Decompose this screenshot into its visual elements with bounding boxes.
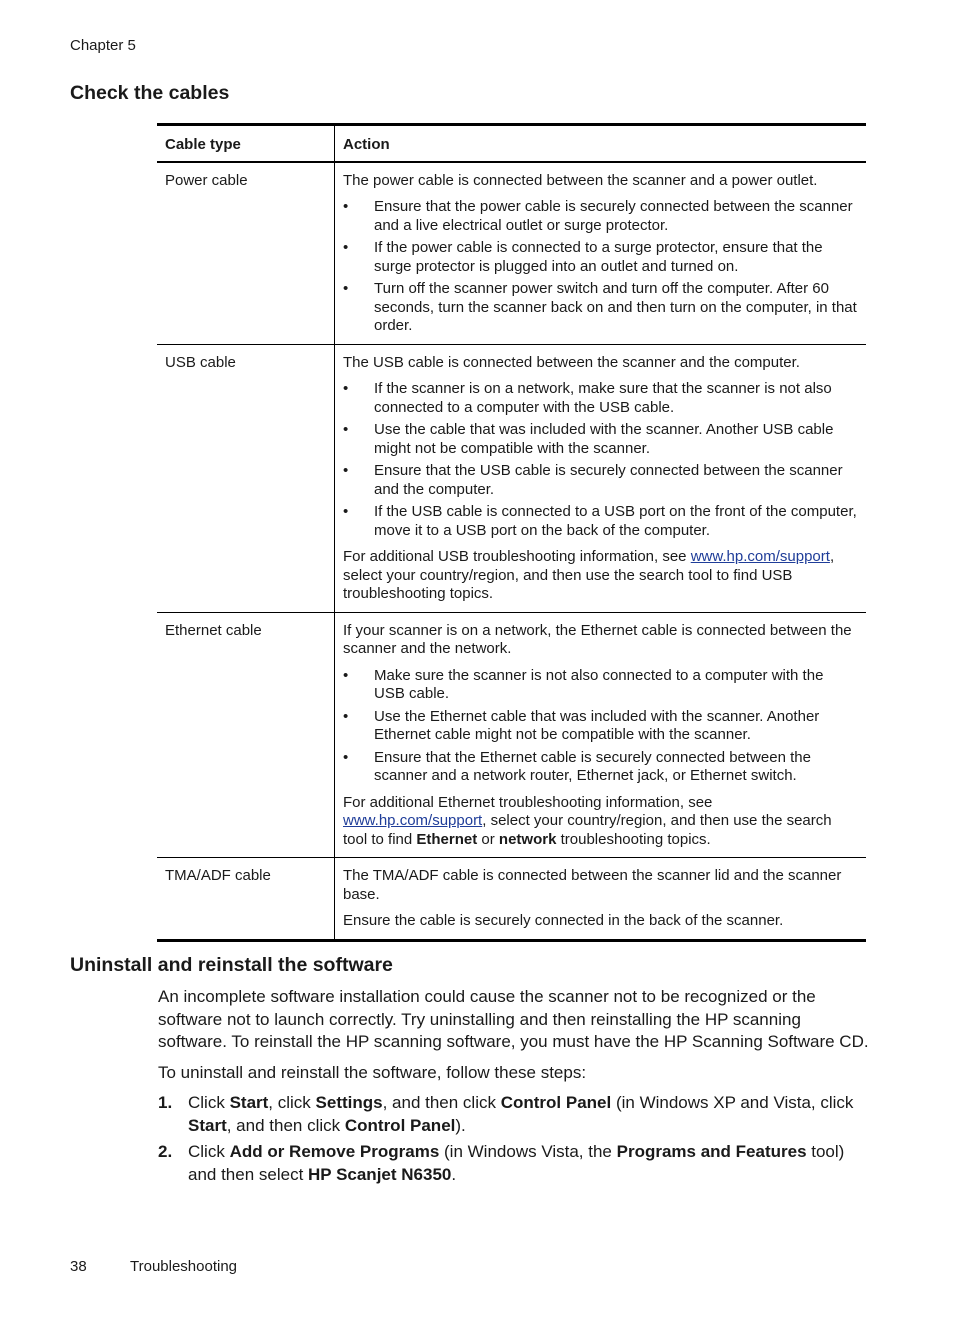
step-bold: Control Panel: [344, 1115, 456, 1135]
usb-note: [343, 548, 858, 604]
bullet-icon: •: [343, 748, 349, 766]
action-intro: The TMA/ADF cable is connected between the scanner lid and the scanner base.: [343, 867, 842, 903]
action-cell: [335, 858, 867, 941]
cable-type-cell: TMA/ADF cable: [157, 858, 335, 941]
step-item: [158, 1092, 870, 1137]
bullet-icon: •: [343, 380, 349, 397]
step-item: [158, 1141, 870, 1186]
paragraph: An incomplete software installation could cause the scanner not to be recognized or the software not to launch correctly. Try uninstalling and then reinstalling the HP scanning software. To reinstall the HP scanning software, you must have the HP Scanning Software CD.: [158, 987, 869, 1051]
chapter-header: Chapter 5: [70, 37, 136, 54]
list-item-text: Use the Ethernet cable that was included with the scanner. Another Ethernet cable might not be compatible with the scanner.: [374, 707, 820, 743]
step-text: (in Windows XP and Vista, click: [611, 1093, 854, 1112]
page-number: 38: [70, 1258, 87, 1275]
step-text: (in Windows Vista, the: [439, 1142, 617, 1161]
bullet-icon: •: [343, 421, 349, 438]
step-bold: Programs and Features: [616, 1142, 807, 1161]
table-row-power: [157, 162, 866, 345]
section-title-uninstall: Uninstall and reinstall the software: [70, 954, 393, 976]
action-extra: Ensure the cable is securely connected in the back of the scanner.: [343, 912, 784, 929]
list-item-text: Make sure the scanner is not also connected to a computer with the USB cable.: [374, 666, 824, 702]
step-bold: HP Scanjet N6350: [308, 1164, 452, 1184]
section-title-check-cables: Check the cables: [70, 82, 230, 104]
step-text: ).: [455, 1115, 466, 1135]
action-cell: [335, 612, 867, 858]
note-mid: , select your country/region, and then use the search tool to find: [343, 812, 832, 848]
action-cell: [335, 344, 867, 612]
note-bold-ethernet: Ethernet: [416, 830, 478, 848]
cable-type-cell: Power cable: [157, 162, 335, 345]
table-row-tma-adf: [157, 858, 866, 941]
note-prefix: For additional Ethernet troubleshooting information, see: [343, 793, 713, 811]
bullet-icon: •: [343, 707, 349, 725]
step-bold: Start: [188, 1115, 227, 1135]
step-number: 2.: [158, 1142, 173, 1161]
bullet-icon: •: [343, 462, 349, 479]
step-bold: Add or Remove Programs: [229, 1142, 440, 1161]
bullet-list: [343, 198, 858, 336]
list-item-text: Ensure that the power cable is securely connected between the scanner and a live electrical outlet or surge protector.: [374, 198, 853, 234]
step-text: Click: [188, 1142, 230, 1161]
list-item: [343, 503, 858, 540]
step-text: , and then click: [226, 1115, 345, 1135]
step-bold: Start: [229, 1093, 269, 1112]
bullet-icon: •: [343, 503, 349, 520]
note-bold-network: network: [498, 830, 557, 848]
steps-list: [158, 1092, 870, 1186]
note-prefix: For additional USB troubleshooting information, see: [343, 548, 691, 565]
column-header-cable-type: Cable type: [157, 125, 335, 162]
list-item: [343, 421, 858, 458]
table-row-ethernet: [157, 612, 866, 858]
note-suffix: troubleshooting topics.: [556, 830, 711, 848]
bullet-list: [343, 380, 858, 540]
list-item: [343, 239, 858, 276]
list-item: [343, 749, 858, 786]
paragraph: To uninstall and reinstall the software, follow these steps:: [158, 1062, 587, 1082]
bullet-list: [343, 667, 858, 786]
step-bold: Control Panel: [500, 1093, 612, 1112]
footer-section: Troubleshooting: [130, 1258, 238, 1275]
step-text: , and then click: [382, 1093, 501, 1112]
bullet-icon: •: [343, 280, 349, 297]
list-item-text: If the USB cable is connected to a USB port on the front of the computer, move it to a USB port on the back of the computer.: [374, 503, 857, 539]
bullet-icon: •: [343, 198, 349, 215]
step-bold: Settings: [315, 1093, 383, 1112]
list-item-text: Ensure that the Ethernet cable is securely connected between the scanner and a network router, Ethernet jack, or Ethernet switch.: [374, 748, 811, 784]
list-item-text: Ensure that the USB cable is securely connected between the scanner and the computer.: [374, 462, 843, 498]
list-item: [343, 280, 858, 336]
action-cell: [335, 162, 867, 345]
note-suffix: , select your country/region, and then use the search tool to find USB troubleshooting topics.: [343, 548, 835, 602]
cable-type-cell: USB cable: [157, 344, 335, 612]
hp-support-link[interactable]: www.hp.com/support: [343, 812, 483, 829]
list-item: [343, 462, 858, 499]
uninstall-section-body: [158, 986, 870, 1190]
action-intro: The USB cable is connected between the scanner and the computer.: [343, 353, 800, 371]
step-text: .: [451, 1164, 457, 1184]
column-header-action: Action: [335, 125, 867, 162]
list-item-text: Turn off the scanner power switch and turn off the computer. After 60 seconds, turn the scanner back on and then turn on the computer, in that order.: [374, 280, 857, 334]
step-text: , click: [268, 1093, 316, 1112]
cable-type-cell: Ethernet cable: [157, 612, 335, 858]
step-text: Click: [188, 1093, 230, 1112]
ethernet-note: [343, 794, 858, 850]
bullet-icon: •: [343, 239, 349, 256]
hp-support-link[interactable]: www.hp.com/support: [690, 548, 830, 565]
table-row-usb: [157, 344, 866, 612]
action-intro: If your scanner is on a network, the Ethernet cable is connected between the scanner and the network.: [343, 621, 852, 657]
list-item-text: If the scanner is on a network, make sure that the scanner is not also connected to a computer with the USB cable.: [374, 380, 832, 416]
step-number: 1.: [158, 1093, 173, 1112]
step-text: tool) and then select: [188, 1142, 845, 1184]
list-item-text: Use the cable that was included with the scanner. Another USB cable might not be compatible with the scanner.: [374, 421, 834, 457]
bullet-icon: •: [343, 666, 349, 684]
table-header-row: [157, 125, 866, 162]
list-item: [343, 380, 858, 417]
list-item-text: If the power cable is connected to a surge protector, ensure that the surge protector is plugged into an outlet and turned on.: [374, 239, 823, 275]
list-item: [343, 667, 858, 704]
cables-table: [157, 123, 866, 942]
list-item: [343, 708, 858, 745]
list-item: [343, 198, 858, 235]
action-intro: The power cable is connected between the scanner and a power outlet.: [343, 171, 818, 189]
note-or: or: [477, 830, 499, 848]
